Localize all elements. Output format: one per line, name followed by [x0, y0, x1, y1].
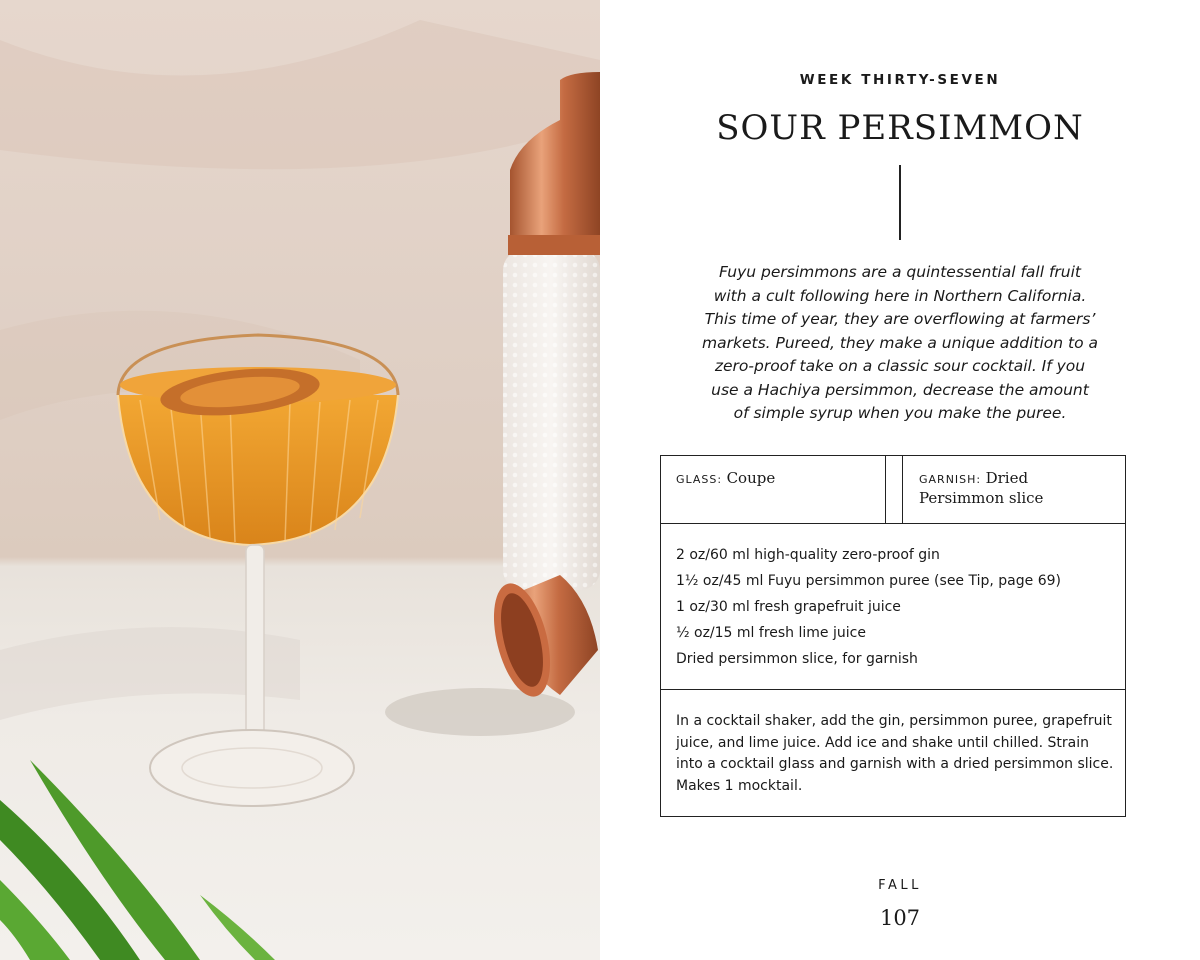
method-text: In a cocktail shaker, add the gin, persimmon puree, grapefruit juice, and lime juice. Add ice and shake until chilled. Strain into a cocktail glass and garnish with a dried persimmon slice. Makes 1 mocktail. [676, 713, 1114, 794]
cocktail-shaker [503, 72, 600, 590]
method-divider [661, 689, 1125, 690]
title-divider [899, 165, 901, 240]
ingredient-item: Dried persimmon slice, for garnish [676, 651, 918, 667]
recipe-card [660, 455, 1126, 817]
ingredient-item: 2 oz/60 ml high-quality zero-proof gin [676, 547, 940, 563]
glass-value: Coupe [726, 469, 776, 487]
glass-info [676, 469, 775, 487]
jigger-shadow [385, 688, 575, 736]
recipe-card-header [661, 456, 1125, 524]
coupe-glass [118, 335, 398, 806]
ingredient-item: 1½ oz/45 ml Fuyu persimmon puree (see Tip, page 69) [676, 573, 1061, 589]
ingredient-item: ½ oz/15 ml fresh lime juice [676, 625, 866, 641]
recipe-title: SOUR PERSIMMON [716, 108, 1084, 148]
garnish-value: Dried Persimmon slice [919, 469, 1044, 507]
page-number: 107 [879, 906, 921, 930]
recipe-page [600, 0, 1200, 960]
ingredients-list [676, 542, 1116, 672]
copper-jigger [484, 575, 598, 702]
wall-shadow [0, 20, 600, 169]
garnish-label: GARNISH: [919, 473, 982, 486]
section-name: FALL [878, 878, 922, 893]
column-divider [885, 456, 903, 523]
ingredient-item: 1 oz/30 ml fresh grapefruit juice [676, 599, 901, 615]
glass-label: GLASS: [676, 473, 723, 486]
week-kicker: WEEK THIRTY-SEVEN [799, 72, 1001, 88]
recipe-intro: Fuyu persimmons are a quintessential fall fruit with a cult following here in Northern California. This time of year, they are overflowing at farmers’ markets. Pureed, they make a unique addition to a zero-proof take on a classic sour cocktail. If you use a Hachiya persimmon, decrease the amount of simple syrup when you make the puree. [702, 263, 1098, 422]
garnish-info [919, 469, 1109, 508]
